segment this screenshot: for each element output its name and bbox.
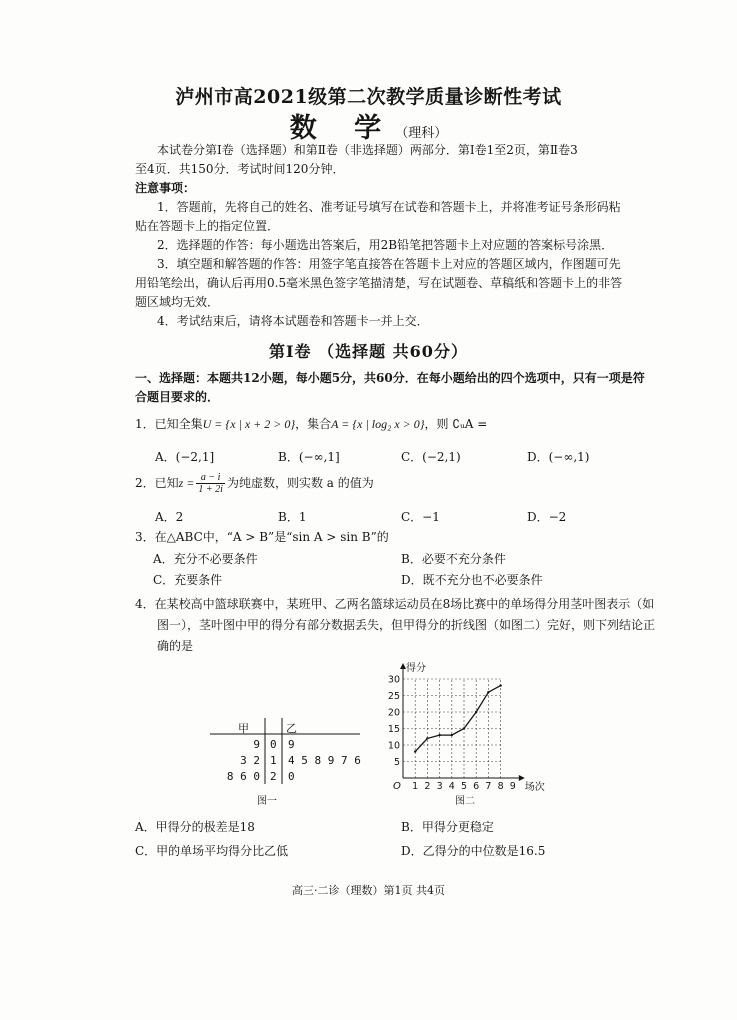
q4-option-c: C．甲的单场平均得分比乙低	[135, 844, 289, 858]
q2-option-d: D．−2	[527, 510, 567, 524]
q2-option-c: C．−1	[401, 510, 440, 524]
y-tick-label: 5	[393, 757, 400, 768]
q1-mid: ，集合	[295, 417, 332, 431]
q1-option-c: C．(−2,1)	[401, 450, 461, 464]
stem-leaf-row-1-stem: 1	[270, 754, 277, 767]
data-point	[463, 727, 465, 729]
q2-prefix: 2．已知	[135, 476, 179, 490]
q2-fraction	[196, 472, 225, 495]
page-footer: 高三·二诊（理数）第1页 共4页	[292, 884, 445, 897]
stem-leaf-row-0-right: 9	[288, 738, 295, 751]
q1-end: ，则 ∁ᵤA =	[424, 417, 488, 431]
x-tick-label: 2	[424, 781, 431, 792]
q2-denominator: 1 + 2i	[198, 484, 223, 495]
x-tick-label: 8	[497, 781, 504, 792]
q1-prefix: 1．已知全集	[135, 417, 203, 431]
q1-set-u: U = {x | x + 2 > 0}	[202, 417, 296, 431]
data-point	[475, 711, 477, 713]
stem-leaf-row-2-right: 0	[288, 770, 295, 783]
x-axis-label: 场次	[524, 782, 545, 793]
stem-leaf-row-0-left: 9	[253, 738, 260, 751]
note-2: 2．选择题的作答：每小题选出答案后，用2B铅笔把答题卡上对应题的答案标号涂黑．	[157, 238, 614, 252]
y-tick-label: 20	[387, 707, 400, 719]
stem-leaf-header-right: 乙	[286, 722, 297, 735]
note-3c: 题区域均无效．	[135, 295, 220, 309]
q1-option-b: B．(−∞,1]	[278, 450, 340, 464]
data-point	[426, 737, 428, 739]
y-tick-label: 15	[387, 724, 400, 735]
notes-heading: 注意事项：	[135, 181, 196, 195]
x-axis-arrow	[519, 775, 525, 781]
data-point	[451, 734, 453, 736]
x-tick-label: 4	[448, 781, 455, 792]
x-tick-label: 1	[412, 781, 419, 792]
stem-leaf-plot	[210, 718, 360, 798]
note-3b: 用铅笔绘出，确认后再用0.5毫米黑色签字笔描清楚，写在试题卷、草稿纸和答题卡上的非答	[135, 276, 623, 290]
q1-option-d: D．(−∞,1)	[527, 450, 590, 464]
q2-end: 为纯虚数，则实数 a 的值为	[226, 476, 374, 490]
question-2	[135, 472, 374, 495]
q2-numerator: a − i	[196, 472, 225, 484]
x-tick-label: 5	[460, 781, 468, 792]
data-point	[414, 750, 416, 752]
section-instruction-2: 合题目要求的．	[135, 390, 220, 404]
intro-line-2: 至4页．共150分．考试时间120分钟．	[135, 162, 345, 176]
stem-leaf-row-1-left: 3 2	[240, 754, 260, 767]
section-title: 第Ⅰ卷 （选择题 共60分）	[269, 342, 468, 361]
stem-leaf-caption: 图一	[257, 796, 277, 807]
stem-leaf-header-left: 甲	[238, 722, 249, 735]
exam-title: 泸州市高2021级第二次教学质量诊断性考试	[175, 86, 562, 108]
stem-leaf-row-0-stem: 0	[270, 738, 277, 751]
data-point	[487, 691, 489, 693]
x-tick-label: 9	[509, 781, 516, 792]
stem-leaf-row-2-stem: 2	[270, 770, 277, 783]
y-tick-label: 30	[387, 674, 400, 686]
q2-option-a: A．2	[155, 510, 184, 524]
q3-option-a: A．充分不必要条件	[153, 552, 258, 566]
origin-label: O	[393, 781, 401, 792]
q4-option-a: A．甲得分的极差是18	[135, 820, 255, 834]
note-3a: 3．填空题和解答题的作答：用签字笔直接答在答题卡上对应的答题区域内，作图题可先	[157, 257, 621, 271]
y-tick-label: 10	[387, 740, 400, 752]
q1-option-a: A．(−2,1]	[155, 450, 215, 464]
line-chart-caption: 图二	[455, 796, 475, 807]
question-4-line-2: 图一），茎叶图中甲的得分有部分数据丢失，但甲得分的折线图（如图二）完好，则下列结论正	[157, 618, 656, 632]
note-4: 4．考试结束后，请将本试题卷和答题卡一并上交．	[157, 314, 429, 328]
x-tick-label: 3	[436, 781, 443, 792]
note-1b: 贴在答题卡上的指定位置．	[135, 219, 280, 233]
q2-option-b: B．1	[278, 510, 307, 524]
q3-option-b: B．必要不充分条件	[401, 552, 506, 566]
q2-z: z =	[178, 476, 195, 490]
score-line-chart	[378, 658, 553, 793]
y-axis-label: 得分	[406, 663, 426, 674]
q1-set-a: A = {x | log₂ x > 0}	[331, 417, 425, 431]
data-point	[499, 684, 501, 686]
note-1a: 1．答题前，先将自己的姓名、准考证号填写在试卷和答题卡上，并将准考证号条形码粘	[157, 200, 621, 214]
q3-option-d: D．既不充分也不必要条件	[401, 573, 543, 587]
q3-option-c: C．充要条件	[153, 573, 223, 587]
question-4-line-1: 4．在某校高中篮球联赛中，某班甲、乙两名篮球运动员在8场比赛中的单场得分用茎叶图表示（如	[135, 597, 655, 611]
x-tick-label: 6	[473, 781, 480, 792]
stem-leaf-row-2-left: 8 6 0	[226, 770, 260, 783]
subject-name: 数 学	[289, 113, 396, 144]
subject-note: （理科）	[395, 126, 448, 141]
data-point	[438, 734, 440, 736]
section-instruction-1: 一、选择题：本题共12小题，每小题5分，共60分．在每小题给出的四个选项中，只有一项是符	[135, 371, 645, 385]
q4-option-d: D．乙得分的中位数是16.5	[401, 844, 546, 858]
stem-leaf-row-1-right: 4 5 8 9 7 6	[288, 754, 361, 767]
q4-option-b: B．甲得分更稳定	[401, 820, 494, 834]
y-tick-label: 25	[387, 691, 400, 702]
question-3: 3．在△ABC中，“A > B”是“sin A > sin B”的	[135, 530, 389, 544]
question-4-line-3: 确的是	[157, 639, 194, 653]
intro-line-1: 本试卷分第Ⅰ卷（选择题）和第Ⅱ卷（非选择题）两部分．第Ⅰ卷1至2页，第Ⅱ卷3	[157, 143, 578, 157]
x-tick-label: 7	[485, 781, 492, 792]
question-1	[135, 414, 487, 434]
